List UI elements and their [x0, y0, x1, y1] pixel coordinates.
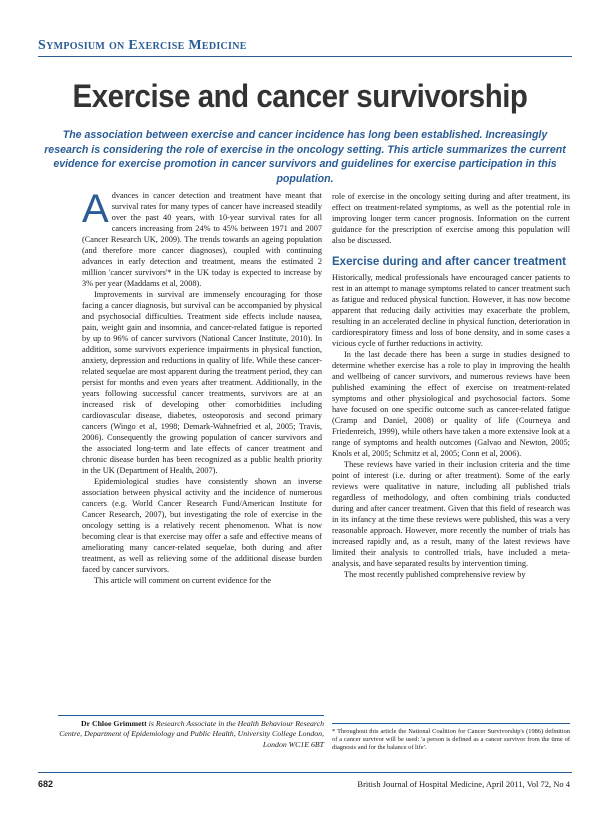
- section-heading: Exercise during and after cancer treatment: [332, 256, 566, 268]
- footer-rule: [38, 772, 572, 773]
- journal-citation: British Journal of Hospital Medicine, April 2011, Vol 72, No 4: [357, 779, 570, 789]
- header-rule: [38, 56, 572, 57]
- body-paragraph: The most recently published comprehensive review by: [344, 570, 526, 579]
- right-column: [332, 191, 570, 580]
- page-number: 682: [38, 779, 54, 789]
- section-label: Symposium on Exercise Medicine: [38, 38, 247, 53]
- body-paragraph: This article will comment on current evidence for the: [94, 576, 271, 585]
- article-abstract: The association between exercise and cancer incidence has long been established. Increasingly research is considering the role of exercise in the oncology setting. This article summarizes the current evidence for exercise promotion in cancer survivors and guidelines for exercise participation in this population.: [44, 129, 566, 185]
- left-column: [82, 187, 322, 586]
- body-paragraph: In the last decade there has been a surge in studies designed to determine whether exercise has a role to play in improving the health and wellbeing of cancer survivors, and numerous reviews have been published examining the effect of exercise on treatment-related symptoms and other physiological and psychosocial factors. Some have focused on one specific outcome such as cancer-related fatigue (Cramp and Daniel, 2008) or quality of life (Courneya and Friedenreich, 1999), while others have taken a more extensive look at a range of symptoms and health outcomes (Galvao and Newton, 2005; Knols et al, 2005; Schmitz et al, 2005; Conn et al, 2006).: [332, 350, 570, 458]
- author-name: Dr Chloe Grimmett: [81, 719, 147, 728]
- body-paragraph: These reviews have varied in their inclusion criteria and the time point of interest (i.e. during or after treatment). Some of the early reviews were qualitative in nature, including all published trials regardless of methodology, and often combining trials conducted during and after cancer treatment. Given that this field of research was in its infancy at the time these reviews were published, this was a very reasonable approach. However, more recently the number of trials has increased rapidly and, as a result, many of the latest reviews have limited their analysis to controlled trials, have included a meta-analysis, and have separated results by intervention timing.: [332, 460, 570, 568]
- footnote: * Throughout this article the National Coalition for Cancer Survivorship's (1986) definition of a cancer survivor will be used: 'a person is defined as a cancer survivor from the time of diagnosis and for the balance of life'.: [332, 723, 570, 753]
- intro-paragraph: [82, 187, 322, 289]
- body-paragraph: role of exercise in the oncology setting during and after treatment, its effect on treatment-related symptoms, as well as the potential role in improving longer term cancer prognosis. Information on the current guidance for the prescription of exercise among this population will also be discussed.: [332, 192, 570, 245]
- article-title: Exercise and cancer survivorship: [72, 78, 528, 114]
- intro-text: dvances in cancer detection and treatment have meant that survival rates for many types of cancer have increased steadily over the past 40 years, with 10-year survival rates for all cancers increasing from 24% to 45% between 1971 and 2007 (Cancer Research UK, 2009). The trends towards an ageing population (and therefore more cancer diagnoses), coupled with continuing advances in early detection and treatment, means the estimated 2 million 'cancer survivors'* in the UK today is expected to increase by 3% per year (Maddams et al, 2008).: [82, 191, 322, 288]
- drop-cap: A: [82, 187, 109, 231]
- body-paragraph: Historically, medical professionals have encouraged cancer patients to rest in an attempt to manage symptoms related to cancer treatment such as fatigue and reduced physical function. However, it has now become apparent that reducing daily activities may exacerbate the problem, resulting in an accelerated decline in physical function, deterioration in cardiorespiratory fitness and loss of bone density, and in some cases a vicious cycle of further reductions in activity.: [332, 273, 570, 348]
- body-paragraph: Epidemiological studies have consistently shown an inverse association between physical activity and the incidence of numerous cancers (e.g. World Cancer Research Fund/American Institute for Cancer Research, 2007), but investigating the role of exercise in the oncology setting is a relatively recent phenomenon. What is now becoming clear is that exercise may offer a safe and effective means of ameliorating many cancer-related sequelae, both during and after treatment, as well as relieving some of the additional disease burden faced by cancer survivors.: [82, 477, 322, 574]
- author-details: is Research Associate in the Health Behaviour Research Centre, Department of Epidemiology and Public Health, University College London, London WC1E 6BT: [59, 719, 324, 749]
- author-affiliation: [58, 715, 324, 750]
- body-paragraph: Improvements in survival are immensely encouraging for those facing a cancer diagnosis, but survival can be accompanied by physical and psychosocial difficulties. Treatment side effects include nausea, pain, weight gain and insomnia, and cancer-related fatigue is reported by up to 96% of cancer survivors (National Cancer Institute, 2010). In addition, some survivors experience impairments in physical function, anxiety, depression and reductions in quality of life. While these cancer-related sequelae are most apparent during the treatment period, they can persist for months and even years after treatment. Additionally, in the years following successful cancer treatments, survivors are at an increased risk of developing other comorbidities including cardiovascular disease, diabetes, osteoporosis and second primary cancers (Wingo et al, 1998; Demark-Wahnefried et al, 2005; Travis, 2006). Consequently the growing population of cancer survivors and the associated long-term and late effects of cancer treatment and chronic disease burden has been recognized as a public health priority in the UK (Department of Health, 2007).: [82, 290, 322, 475]
